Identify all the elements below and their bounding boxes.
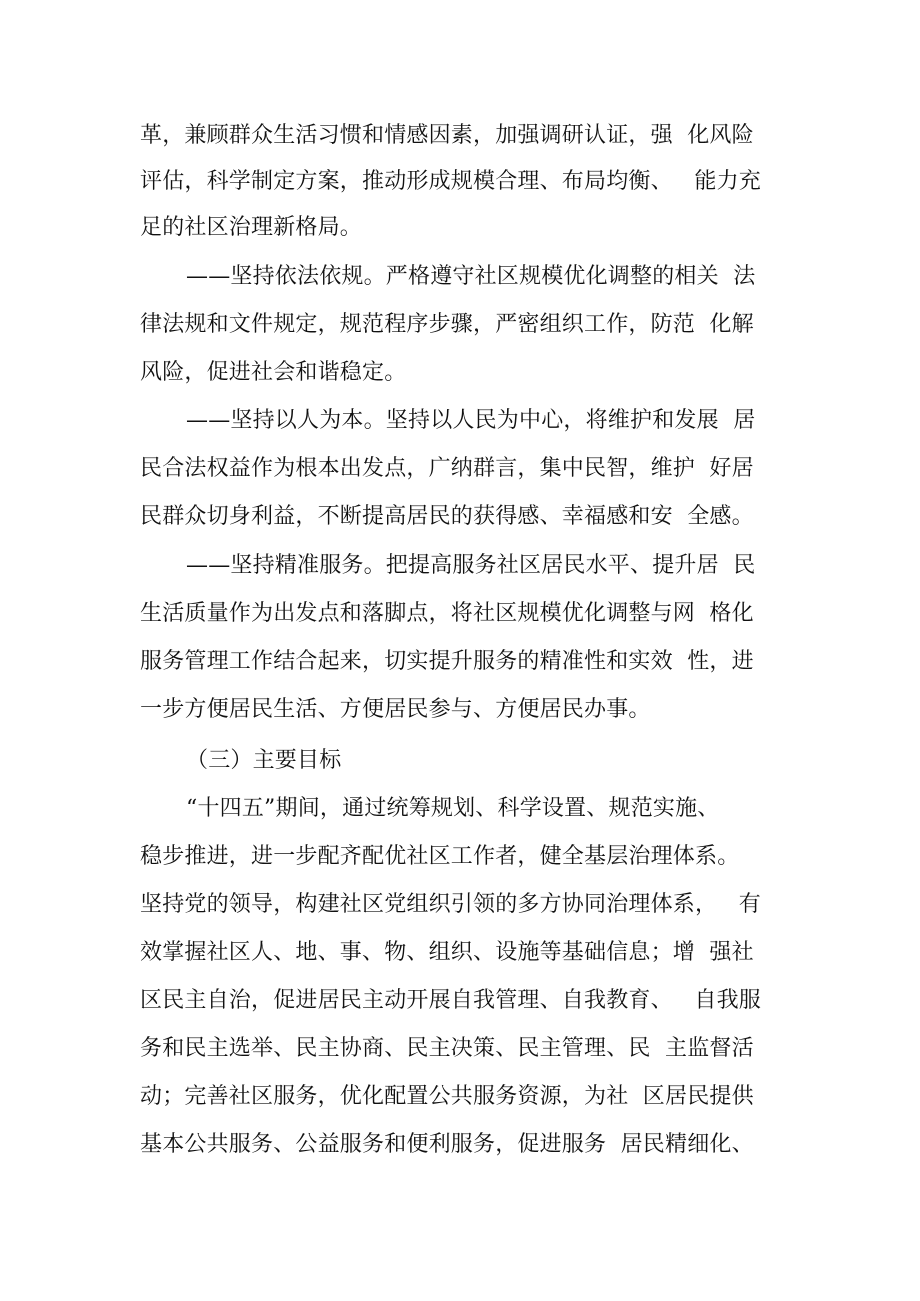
body-text-line: 动；完善社区服务，优化配置公共服务资源，为社 区居民提供 — [140, 1084, 754, 1109]
body-text-line: 务和民主选举、民主协商、民主决策、民主管理、民 主监督活 — [140, 1036, 754, 1061]
body-text-line: 稳步推进，进一步配齐配优社区工作者，健全基层治理体系。 — [140, 844, 740, 869]
body-text-line: 一步方便居民生活、方便居民参与、方便居民办事。 — [140, 697, 651, 722]
body-text-line: 足的社区治理新格局。 — [140, 215, 363, 240]
principle-heading-line: ——坚持精准服务。把提高服务社区居民水平、提升居 民 — [186, 553, 756, 578]
body-text-line: 基本公共服务、公益服务和便利服务，促进服务 居民精细化、 — [140, 1132, 754, 1157]
body-text-line: 风险，促进社会和谐稳定。 — [140, 360, 407, 385]
body-text-line: 民合法权益作为根本出发点，广纳群言，集中民智，维护 好居 — [140, 456, 754, 481]
body-text-line: “十四五”期间，通过统筹规划、科学设置、规范实施、 — [186, 796, 720, 821]
body-text-line: 区民主自治，促进居民主动开展自我管理、自我教育、 自我服 — [140, 988, 761, 1013]
body-text-line: 评估，科学制定方案，推动形成规模合理、布局均衡、 能力充 — [140, 169, 761, 194]
body-text-line: 坚持党的领导，构建社区党组织引领的多方协同治理体系， 有 — [140, 892, 761, 917]
body-text-line: 生活质量作为出发点和落脚点，将社区规模优化调整与网 格化 — [140, 601, 754, 626]
body-text-line: 革，兼顾群众生活习惯和情感因素，加强调研认证，强 化风险 — [140, 123, 754, 148]
body-text-line: 效掌握社区人、地、事、物、组织、设施等基础信息；增 强社 — [140, 940, 754, 965]
section-heading: （三）主要目标 — [186, 748, 342, 773]
body-text-line: 民群众切身利益，不断提高居民的获得感、幸福感和安 全感。 — [140, 504, 754, 529]
principle-heading-line: ——坚持以人为本。坚持以人民为中心，将维护和发展 居 — [186, 408, 756, 433]
body-text-line: 服务管理工作结合起来，切实提升服务的精准性和实效 性，进 — [140, 649, 754, 674]
principle-heading-line: ——坚持依法依规。严格遵守社区规模优化调整的相关 法 — [186, 264, 756, 289]
body-text-line: 律法规和文件规定，规范程序步骤，严密组织工作，防范 化解 — [140, 312, 754, 337]
